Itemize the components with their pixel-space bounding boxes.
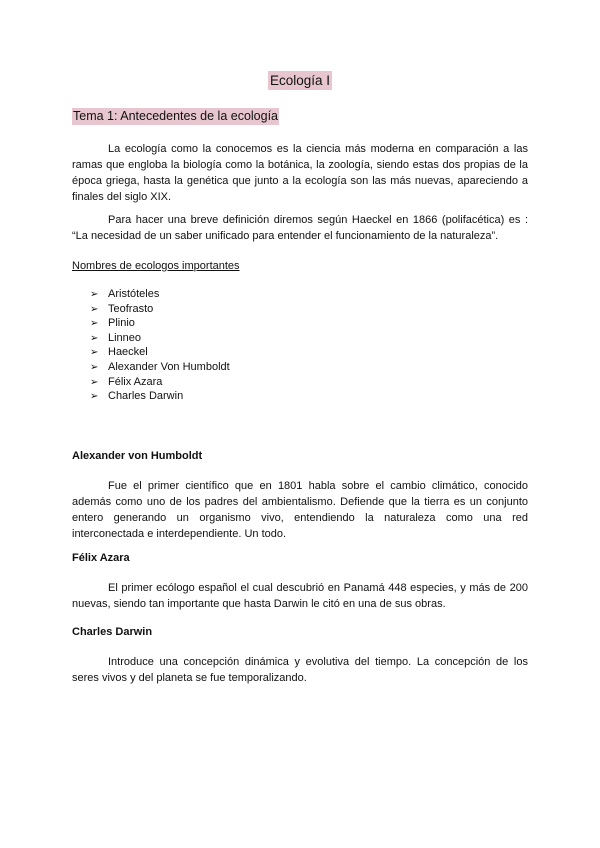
arrow-bullet-icon: ➢	[90, 332, 99, 344]
ecologists-heading: Nombres de ecologos importantes	[72, 260, 240, 272]
list-item: ➢ Alexander Von Humboldt	[90, 360, 230, 375]
azara-paragraph: El primer ecólogo español el cual descubrió en Panamá 448 especies, y más de 200 nuevas, siendo tan importante que hasta Darwin le citó en una de sus obras.	[72, 582, 528, 610]
list-item: ➢ Haeckel	[90, 345, 230, 360]
list-item: ➢ Teofrasto	[90, 302, 230, 317]
list-item: ➢ Félix Azara	[90, 375, 230, 390]
document-title: Ecología I	[269, 73, 331, 88]
arrow-bullet-icon: ➢	[90, 303, 99, 315]
intro-paragraph: La ecología como la conocemos es la ciencia más moderna en comparación a las ramas que engloba la biología como la botánica, la zoología, siendo estas dos propias de la época griega, hasta la genética que junto a la ecología son las más nuevas, apareciendo a finales del siglo XIX.	[72, 143, 528, 203]
arrow-bullet-icon: ➢	[90, 391, 99, 403]
definition-paragraph: Para hacer una breve definición diremos según Haeckel en 1866 (polifacética) es : “La necesidad de un saber unificado para entender el funcionamiento de la naturaleza”.	[72, 214, 528, 242]
arrow-bullet-icon: ➢	[90, 361, 99, 373]
list-item: ➢ Charles Darwin	[90, 389, 230, 404]
list-item: ➢ Linneo	[90, 331, 230, 346]
humboldt-heading: Alexander von Humboldt	[72, 450, 203, 462]
section-title: Tema 1: Antecedentes de la ecología	[73, 109, 279, 123]
list-item: ➢ Plinio	[90, 316, 230, 331]
azara-heading: Félix Azara	[72, 552, 130, 564]
darwin-heading: Charles Darwin	[72, 626, 153, 638]
list-item: ➢ Aristóteles	[90, 287, 230, 302]
ecologists-list	[90, 287, 230, 404]
arrow-bullet-icon: ➢	[90, 347, 99, 359]
darwin-paragraph: Introduce una concepción dinámica y evolutiva del tiempo. La concepción de los seres vivos y del planeta se fue temporalizando.	[72, 656, 528, 684]
arrow-bullet-icon: ➢	[90, 376, 99, 388]
humboldt-paragraph: Fue el primer científico que en 1801 habla sobre el cambio climático, conocido además como uno de los padres del ambientalismo. Defiende que la tierra es un conjunto entero generando un organismo vivo, entendiendo la naturaleza como una red interconectada e interdependiente. Un todo.	[72, 480, 528, 540]
arrow-bullet-icon: ➢	[90, 318, 99, 330]
arrow-bullet-icon: ➢	[90, 289, 99, 300]
